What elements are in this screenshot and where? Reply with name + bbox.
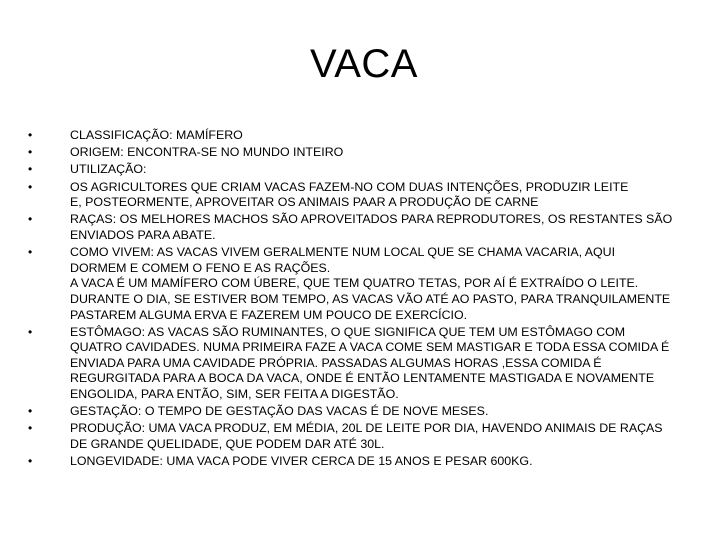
bullet-icon: • [28, 454, 33, 469]
list-item [28, 404, 698, 420]
list-item [28, 162, 698, 178]
list-item-text: CLASSIFICAÇÃO: MAMÍFERO [70, 128, 243, 142]
list-item-text: ENGOLIDA, PARA ENTÃO, SIM, SER FEITA A DIGESTÃO. [70, 387, 399, 402]
bullet-icon: • [28, 324, 33, 339]
list-item-text: RAÇAS: OS MELHORES MACHOS SÃO APROVEITADOS PARA REPRODUTORES, OS RESTANTES SÃO [70, 212, 673, 227]
list-item-text: DE GRANDE QUELIDADE, QUE PODEM DAR ATÉ 30L. [70, 437, 385, 452]
list-item-text: DORMEM E COMEM O FENO E AS RAÇÕES. [70, 260, 331, 275]
list-item-text: ORIGEM: ENCONTRA-SE NO MUNDO INTEIRO [70, 145, 344, 160]
list-item-text: LONGEVIDADE: UMA VACA PODE VIVER CERCA DE 15 ANOS E PESAR 600KG. [70, 454, 533, 469]
list-item [28, 128, 698, 144]
bullet-list [28, 128, 698, 471]
bullet-icon: • [28, 128, 33, 142]
list-item [28, 145, 698, 161]
bullet-icon: • [28, 245, 33, 260]
list-item-text: UTILIZAÇÃO: [70, 162, 147, 177]
list-item [28, 421, 698, 452]
list-item-text: OS AGRICULTORES QUE CRIAM VACAS FAZEM-NO COM DUAS INTENÇÕES, PRODUZIR LEITE [70, 179, 629, 194]
list-item-text: ENVIADOS PARA ABATE. [70, 227, 216, 242]
list-item-text: PRODUÇÃO: UMA VACA PRODUZ, EM MÉDIA, 20L DE LEITE POR DIA, HAVENDO ANIMAIS DE RAÇAS [70, 421, 663, 436]
list-item [28, 180, 698, 211]
list-item-text: REGURGITADA PARA A BOCA DA VACA, ONDE É ENTÃO LENTAMENTE MASTIGADA E NOVAMENTE [70, 371, 655, 386]
list-item-text: GESTAÇÃO: O TEMPO DE GESTAÇÃO DAS VACAS É DE NOVE MESES. [70, 404, 489, 419]
list-item-text: ENVIADA PARA UMA CAVIDADE PRÓPRIA. PASSADAS ALGUMAS HORAS ,ESSA COMIDA É [70, 355, 602, 370]
list-item-text: QUATRO CAVIDADES. NUMA PRIMEIRA FAZE A VACA COME SEM MASTIGAR E TODA ESSA COMIDA É [70, 340, 670, 355]
list-item-text: DURANTE O DIA, SE ESTIVER BOM TEMPO, AS VACAS VÃO ATÉ AO PASTO, PARA TRANQUILAMENTE [70, 291, 671, 306]
list-item-text: ESTÔMAGO: AS VACAS SÃO RUMINANTES, O QUE SIGNIFICA QUE TEM UM ESTÔMAGO COM [70, 324, 626, 339]
slide-title: VACA [310, 42, 418, 86]
list-item-text: E, POSTEORMENTE, APROVEITAR OS ANIMAIS PAAR A PRODUÇÃO DE CARNE [70, 195, 539, 210]
list-item [28, 325, 698, 403]
list-item-text: A VACA É UM MAMÍFERO COM ÚBERE, QUE TEM QUATRO TETAS, POR AÍ É EXTRAÍDO O LEITE. [70, 276, 639, 291]
list-item-text: PASTAREM ALGUMA ERVA E FAZEREM UM POUCO DE EXERCÍCIO. [70, 307, 468, 322]
bullet-icon: • [28, 421, 33, 436]
list-item [28, 245, 698, 323]
list-item-text: COMO VIVEM: AS VACAS VIVEM GERALMENTE NUM LOCAL QUE SE CHAMA VACARIA, AQUI [70, 245, 616, 260]
bullet-icon: • [28, 162, 33, 177]
list-item [28, 454, 698, 470]
list-item [28, 212, 698, 243]
bullet-icon: • [28, 212, 33, 227]
bullet-icon: • [28, 145, 33, 160]
bullet-icon: • [28, 179, 33, 194]
bullet-icon: • [28, 404, 33, 419]
